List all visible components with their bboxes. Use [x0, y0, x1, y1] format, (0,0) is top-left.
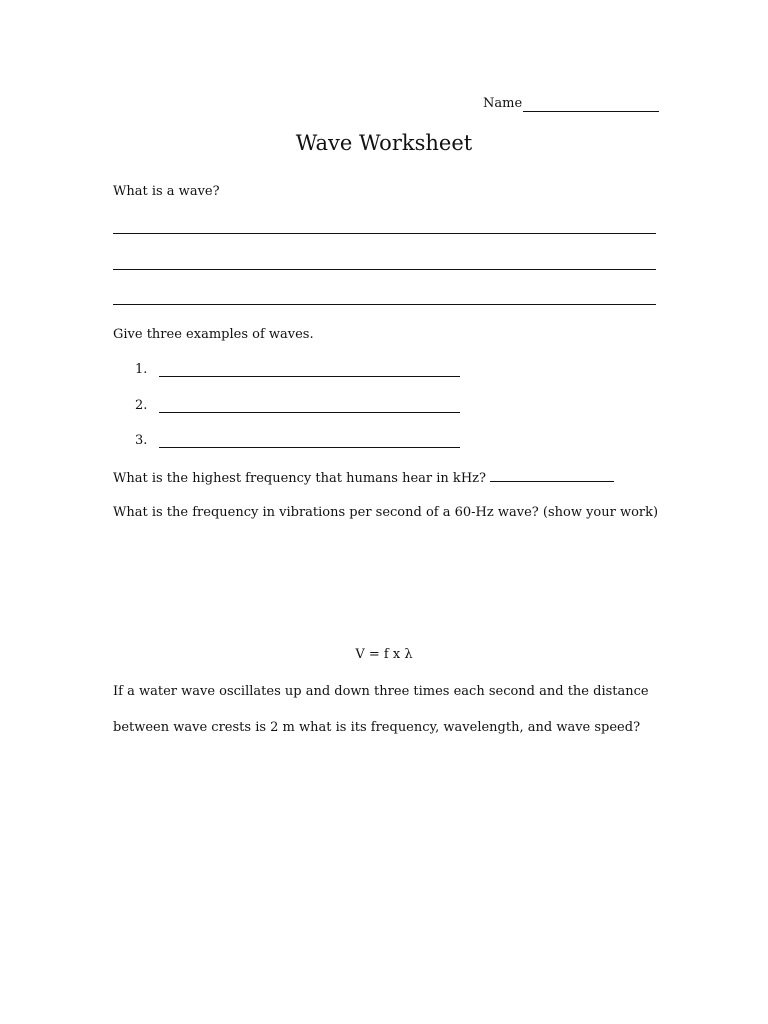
wave-speed-formula: V = f x λ	[355, 647, 413, 662]
answer-line-3[interactable]	[113, 304, 656, 305]
question-highest-frequency-text: What is the highest frequency that humans hear in kHz?	[113, 471, 486, 486]
list-item-number-1: 1.	[135, 362, 148, 377]
name-blank-line[interactable]	[523, 97, 659, 112]
example-blank-1[interactable]	[159, 376, 460, 377]
example-blank-2[interactable]	[159, 412, 460, 413]
page-title: Wave Worksheet	[295, 131, 473, 155]
question-what-is-a-wave: What is a wave?	[113, 184, 220, 199]
question-60hz-wave: What is the frequency in vibrations per second of a 60-Hz wave? (show your work)	[113, 505, 659, 520]
answer-line-2[interactable]	[113, 269, 656, 270]
question-water-wave-line-1: If a water wave oscillates up and down three times each second and the distance	[113, 684, 649, 699]
list-item-number-2: 2.	[135, 398, 148, 413]
example-blank-3[interactable]	[159, 447, 460, 448]
name-label: Name	[483, 96, 523, 111]
name-field[interactable]	[483, 94, 659, 112]
question-three-examples: Give three examples of waves.	[113, 327, 314, 342]
frequency-answer-blank[interactable]	[490, 469, 614, 482]
answer-line-1[interactable]	[113, 233, 656, 234]
question-water-wave-line-2: between wave crests is 2 m what is its frequency, wavelength, and wave speed?	[113, 720, 641, 735]
question-highest-frequency	[113, 469, 614, 487]
list-item-number-3: 3.	[135, 433, 148, 448]
